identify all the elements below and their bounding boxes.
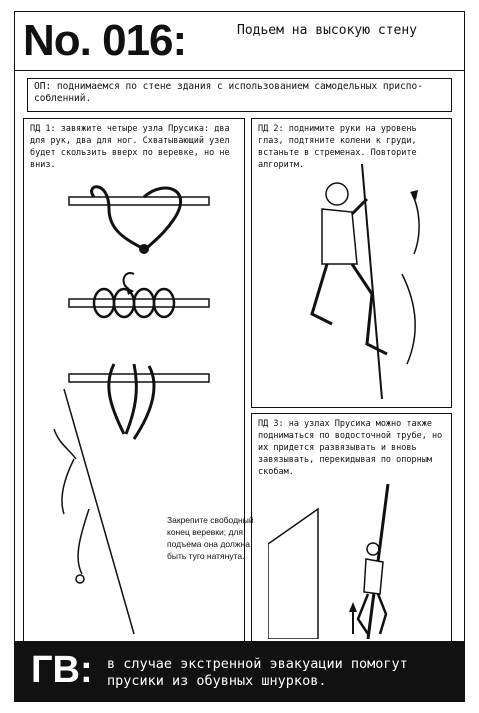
goal-box: ОП: поднимаемся по стене здания с использованием самодельных приспо-собленний. [27, 78, 452, 112]
step-1-text: ПД 1: завяжите четыре узла Прусика: два для рук, два для ног. Схватывающий узел будет скользить вверх по веревке, но не вниз. [30, 124, 230, 170]
climber-illustration [292, 164, 432, 399]
prusik-knot-illustration-2 [64, 269, 214, 339]
step-3-text: ПД 3: на узлах Прусика можно также подниматься по водосточной трубе, но их придется развязывать и вновь завязывать, перекидывая по опорным скобам. [258, 419, 443, 477]
page-frame [14, 11, 465, 702]
drainpipe-climb-illustration [268, 474, 440, 639]
step-1-panel [23, 118, 254, 643]
prusik-knot-illustration-1 [64, 179, 214, 259]
page-title: Подьем на высокую стену [237, 23, 418, 38]
footer-label: ГВ: [31, 649, 93, 691]
rope-with-knots-illustration [34, 389, 144, 639]
footer [15, 641, 464, 701]
step-3-panel [251, 413, 452, 643]
header [15, 12, 464, 71]
footer-text: в случае экстренной эвакуации помогут прусики из обувных шнурков. [107, 656, 408, 689]
note-text: Закрепите свободный конец веревки; для подъема она должна быть туго натянута. [167, 515, 254, 561]
page-number: No. 016: [23, 16, 187, 65]
step-2-text: ПД 2: поднимите руки на уровень глаз, подтяните колени к груди, встаньте в стременах. Повторите алгоритм. [258, 124, 417, 170]
step-2-panel [251, 118, 452, 408]
